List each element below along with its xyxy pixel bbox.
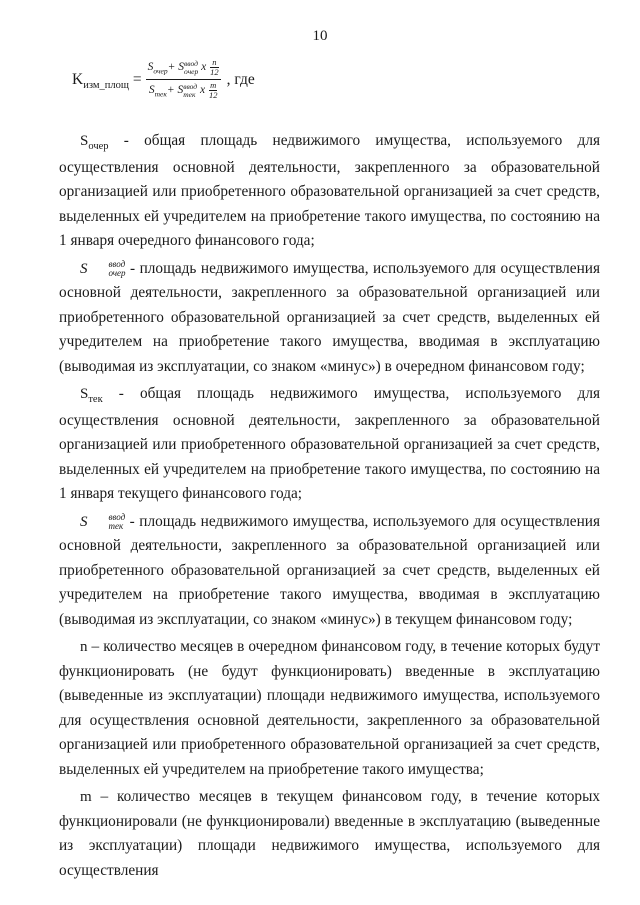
- term-s-tek-vvod: [80, 514, 125, 530]
- term-m: m: [80, 789, 92, 805]
- term-base: S: [80, 133, 89, 149]
- den-term1-sub: тек: [154, 89, 167, 99]
- definition-s-ocher: [59, 129, 600, 254]
- num-term2-sup: ввод: [184, 58, 198, 68]
- term-subscript: очер: [88, 141, 109, 152]
- num-times: x: [201, 61, 207, 74]
- formula-suffix: , где: [226, 70, 255, 88]
- den-term2-sub: тек: [183, 89, 196, 99]
- definition-s-ocher-vvod: [59, 257, 600, 380]
- term-s-tek: [80, 386, 103, 405]
- definition-s-tek: [59, 382, 600, 507]
- definition-text: - общая площадь недвижимого имущества, используемого для осуществления основной деятельности, закрепленного за образовательной организацией или приобретенного образовательной организацией за счет средств, выделенных ей учредителем на приобретение такого имущества, по состоянию на 1 января очередного финансового года;: [59, 132, 600, 249]
- term-sup-sub: [88, 260, 126, 278]
- term-base: S: [80, 386, 89, 402]
- term-sup-sub: [88, 513, 126, 531]
- den-term2-sup: ввод: [183, 81, 198, 91]
- num-term1-base: S: [147, 61, 154, 74]
- den-frac-num: m: [210, 80, 217, 91]
- definition-text: - площадь недвижимого имущества, используемого для осуществления основной деятельности, закрепленного за образовательной организацией или приобретенного образовательной организацией за счет средств, выделенных ей учредителем на приобретение такого имущества, вводимая в эксплуатацию (выводимая из эксплуатации, со знаком «минус») в очередном финансовом году;: [59, 259, 600, 375]
- definition-s-tek-vvod: [59, 510, 600, 633]
- term-subscript: тек: [88, 394, 103, 405]
- term-n: n: [80, 639, 88, 655]
- num-term1-sub: очер: [153, 66, 168, 76]
- term-base: S: [80, 260, 88, 277]
- term-superscript: ввод: [108, 512, 126, 523]
- formula-numerator: [146, 58, 221, 78]
- formula-lhs-symbol: K: [72, 70, 84, 88]
- term-subscript: тек: [108, 521, 124, 532]
- num-frac-den: 12: [210, 67, 219, 77]
- formula-fraction: [146, 58, 221, 102]
- term-base: S: [80, 513, 88, 530]
- num-plus: +: [167, 61, 176, 74]
- definitions-body: [59, 129, 600, 886]
- term-subscript: очер: [108, 268, 126, 279]
- den-plus: +: [166, 84, 175, 97]
- definition-text: – количество месяцев в текущем финансовом году, в течение которых функционировали (не функционировали) введенные в эксплуатацию (выведенные из эксплуатации) площади недвижимого имущества, используемого для осуществления: [59, 788, 600, 879]
- definition-text: – количество месяцев в очередном финансовом году, в течение которых будут функционировать (не будут функционировать) введенные в эксплуатацию (выведенные из эксплуатации) площади недвижимого имущества, используемого для осуществления основной деятельности, закрепленного за образовательной организацией или приобретенного образовательной организацией за счет средств, выделенных ей учредителем на приобретение такого имущества;: [59, 638, 600, 778]
- num-frac-num: n: [212, 57, 217, 67]
- den-mini-fraction: [209, 81, 218, 100]
- definition-m: [59, 785, 600, 883]
- definition-text: - площадь недвижимого имущества, используемого для осуществления основной деятельности, закрепленного за образовательной организацией или приобретенного образовательной организацией за счет средств, выделенных ей учредителем на приобретение такого имущества, вводимая в эксплуатацию (выводимая из эксплуатации, со знаком «минус») в текущем финансовом году;: [59, 512, 600, 628]
- den-term2-base: S: [177, 84, 184, 97]
- num-term2-base: S: [178, 61, 185, 74]
- den-term1-base: S: [148, 84, 155, 97]
- formula-denominator: [147, 81, 220, 101]
- formula-equals: =: [132, 70, 142, 88]
- formula-lhs-subscript: изм_площ: [83, 79, 129, 91]
- num-mini-fraction: [210, 58, 219, 77]
- term-s-ocher-vvod: [80, 261, 126, 277]
- definition-text: - общая площадь недвижимого имущества, используемого для осуществления основной деятельности, закрепленного за образовательной организацией или приобретенного образовательной организацией за счет средств, выделенных ей учредителем на приобретение такого имущества, по состоянию на 1 января текущего финансового года;: [59, 385, 600, 502]
- den-frac-den: 12: [208, 90, 218, 101]
- term-s-ocher: [80, 133, 109, 152]
- definition-n: [59, 635, 600, 782]
- formula-k-izm-plosch: [72, 58, 255, 102]
- page-number: 10: [312, 28, 328, 44]
- num-term2-sub: очер: [184, 66, 199, 76]
- den-times: x: [199, 84, 206, 97]
- term-superscript: ввод: [108, 259, 126, 270]
- formula-lhs: [72, 71, 129, 89]
